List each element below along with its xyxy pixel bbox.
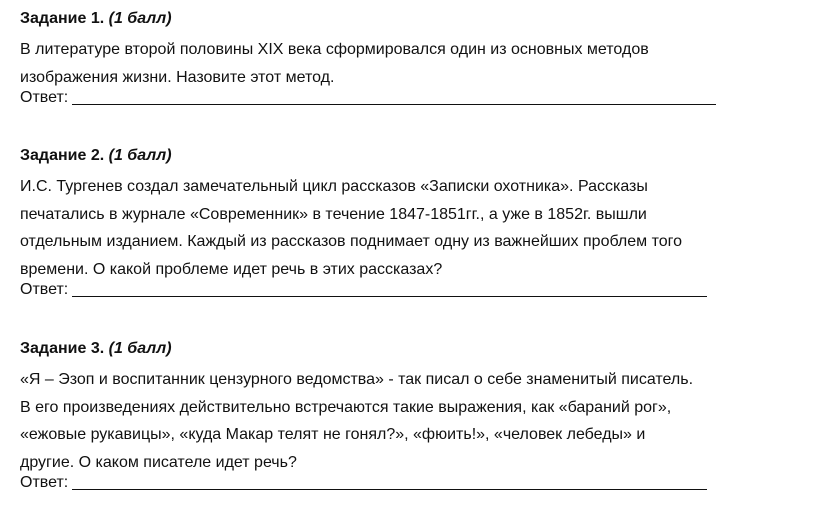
task-3-number: Задание 3. [20, 340, 105, 357]
task-1-line-2: изображения жизни. Назовите этот метод. [20, 68, 335, 86]
task-3-line-2: В его произведениях действительно встречаются такие выражения, как «бараний рог», [20, 398, 672, 416]
task-2-answer-blank[interactable] [72, 281, 707, 297]
task-3-answer-blank[interactable] [72, 474, 707, 490]
task-2-line-1: И.С. Тургенев создал замечательный цикл рассказов «Записки охотника». Рассказы [20, 178, 648, 195]
task-3-answer-label: Ответ: [20, 474, 69, 491]
task-1-question [20, 36, 810, 91]
task-1-heading [20, 9, 810, 29]
task-3-line-3: «ежовые рукавицы», «куда Макар телят не гонял?», «фюить!», «человек лебеды» и [20, 426, 646, 443]
task-1-line-1: В литературе второй половины XIX века сформировался один из основных методов [20, 41, 649, 58]
task-2 [20, 146, 810, 300]
task-2-number: Задание 2. [20, 147, 105, 164]
task-3-heading [20, 339, 810, 359]
task-2-heading [20, 146, 810, 166]
task-2-line-3: отдельным изданием. Каждый из рассказов поднимает одну из важнейших проблем того [20, 233, 683, 250]
task-3-question [20, 366, 810, 476]
task-1 [20, 9, 810, 108]
task-1-answer-label: Ответ: [20, 89, 69, 106]
task-1-points: (1 балл) [108, 10, 172, 27]
task-2-question [20, 173, 810, 283]
task-1-answer [20, 88, 810, 108]
task-1-number: Задание 1. [20, 10, 105, 27]
task-2-line-4: времени. О какой проблеме идет речь в этих рассказах? [20, 260, 443, 278]
task-2-points: (1 балл) [108, 147, 172, 164]
task-3-line-1: «Я – Эзоп и воспитанник цензурного ведомства» - так писал о себе знаменитый писатель. [20, 371, 694, 388]
task-3-points: (1 балл) [108, 340, 172, 357]
task-2-line-2: печатались в журнале «Современник» в течение 1847-1851гг., а уже в 1852г. вышли [20, 205, 647, 223]
task-3-line-4: другие. О каком писателе идет речь? [20, 453, 297, 471]
task-2-answer-label: Ответ: [20, 281, 69, 298]
task-1-answer-blank[interactable] [72, 89, 716, 105]
task-3-answer [20, 473, 810, 493]
task-3 [20, 339, 810, 493]
task-2-answer [20, 280, 810, 300]
